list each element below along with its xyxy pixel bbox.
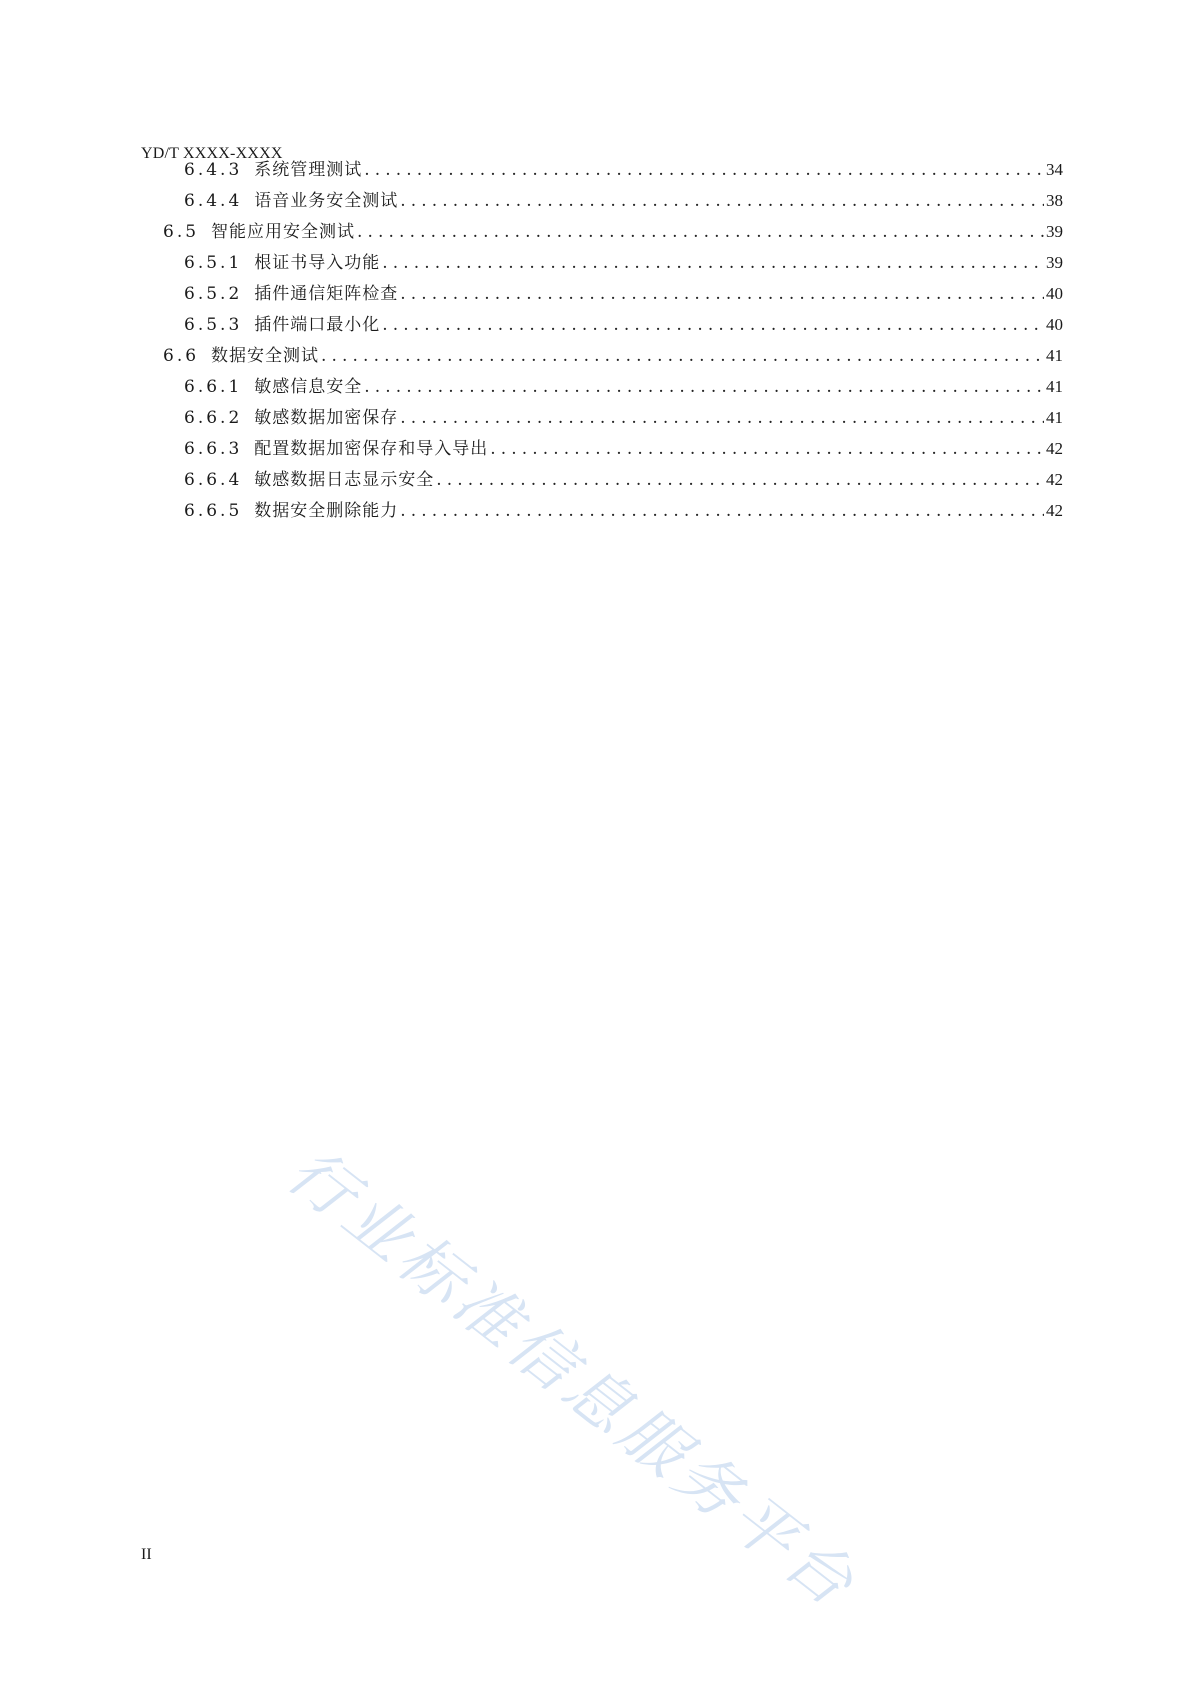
toc-entry-page: 41 <box>1046 346 1063 365</box>
toc-dot-leader <box>436 465 1044 496</box>
toc-dot-leader <box>321 341 1044 372</box>
toc-entry[interactable] <box>184 371 1063 402</box>
toc-entry-title: 数据安全删除能力 <box>254 501 399 521</box>
toc-entry[interactable] <box>184 154 1063 185</box>
toc-entry[interactable] <box>163 340 1063 371</box>
toc-entry[interactable] <box>184 247 1063 278</box>
toc-entry-page: 41 <box>1046 377 1063 396</box>
toc-dot-leader <box>357 217 1044 248</box>
toc-entry-number: 6.4.4 <box>184 191 243 211</box>
toc-dot-leader <box>382 310 1044 341</box>
toc-entry-page: 39 <box>1046 253 1063 272</box>
toc-entry[interactable] <box>184 402 1063 433</box>
toc-entry-title: 根证书导入功能 <box>254 253 381 273</box>
toc-entry[interactable] <box>184 309 1063 340</box>
toc-entry-page: 42 <box>1046 501 1063 520</box>
toc-entry-title: 敏感数据加密保存 <box>254 408 399 428</box>
toc-entry-number: 6.6.2 <box>184 408 243 428</box>
toc-entry-number: 6.5.2 <box>184 284 243 304</box>
toc-dot-leader <box>400 496 1044 527</box>
toc-entry-number: 6.6.5 <box>184 501 243 521</box>
toc-entry-number: 6.6.1 <box>184 377 243 397</box>
toc-entry-number: 6.4.3 <box>184 160 243 180</box>
toc-entry-page: 41 <box>1046 408 1063 427</box>
toc-entry-title: 数据安全测试 <box>211 346 320 366</box>
toc-entry-title: 系统管理测试 <box>254 160 363 180</box>
toc-dot-leader <box>400 403 1044 434</box>
toc-entry[interactable] <box>184 433 1063 464</box>
toc-entry[interactable] <box>184 278 1063 309</box>
toc-entry-page: 39 <box>1046 222 1063 241</box>
toc-entry-title: 语音业务安全测试 <box>254 191 399 211</box>
toc-entry-title: 插件通信矩阵检查 <box>254 284 399 304</box>
toc-entry-page: 38 <box>1046 191 1063 210</box>
document-code: YD/T XXXX-XXXX <box>141 145 283 162</box>
toc-entry-number: 6.6 <box>163 346 200 366</box>
toc-entry-page: 40 <box>1046 315 1063 334</box>
watermark: 行业标准信息服务平台 <box>273 1134 871 1624</box>
toc-entry-title: 智能应用安全测试 <box>211 222 356 242</box>
toc-dot-leader <box>382 248 1044 279</box>
page-number: II <box>141 1546 152 1563</box>
toc-entry-page: 42 <box>1046 470 1063 489</box>
toc-entry-number: 6.5.3 <box>184 315 243 335</box>
toc-entry-title: 插件端口最小化 <box>254 315 381 335</box>
toc-entry-number: 6.6.3 <box>184 439 243 459</box>
toc-entry-page: 42 <box>1046 439 1063 458</box>
toc-entry-number: 6.5.1 <box>184 253 243 273</box>
toc-entry-number: 6.6.4 <box>184 470 243 490</box>
toc-dot-leader <box>364 372 1044 403</box>
toc-dot-leader <box>490 434 1044 465</box>
toc-entry[interactable] <box>184 185 1063 216</box>
toc-dot-leader <box>400 186 1044 217</box>
toc-entry[interactable] <box>184 464 1063 495</box>
toc-entry[interactable] <box>184 495 1063 526</box>
toc-dot-leader <box>400 279 1044 310</box>
toc-entry-title: 敏感信息安全 <box>254 377 363 397</box>
toc-entry[interactable] <box>163 216 1063 247</box>
toc-entry-title: 配置数据加密保存和导入导出 <box>254 439 489 459</box>
toc-entry-page: 34 <box>1046 160 1063 179</box>
toc-entry-title: 敏感数据日志显示安全 <box>254 470 435 490</box>
toc-entry-number: 6.5 <box>163 222 200 242</box>
toc-dot-leader <box>364 155 1044 186</box>
toc-entry-page: 40 <box>1046 284 1063 303</box>
